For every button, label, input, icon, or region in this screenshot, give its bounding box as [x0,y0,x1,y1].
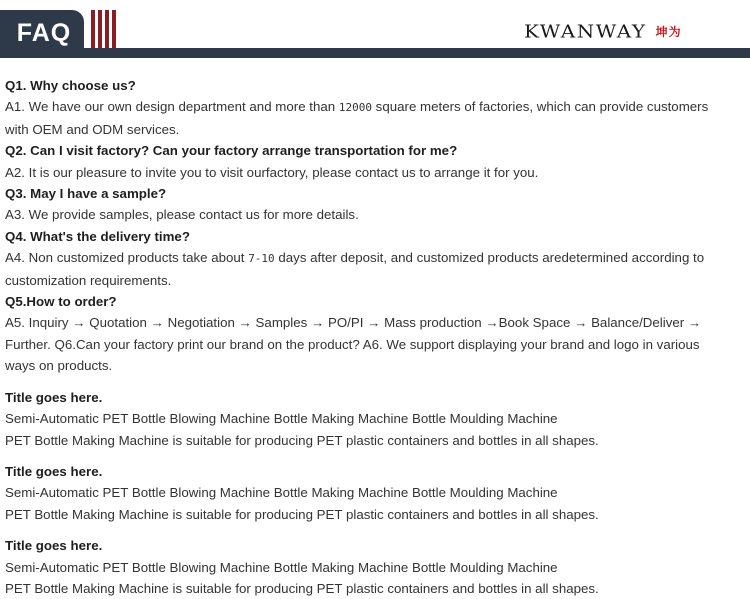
question-3: Q3. May I have a sample? [5,186,167,202]
answer-1-line-1 [5,96,747,118]
answer-1-line-2: with OEM and ODM services. [5,121,180,137]
answer-4-line-1 [5,247,747,269]
answer-2: A2. It is our pleasure to invite you to visit ourfactory, please contact us to arrange it for you. [5,164,539,180]
item-3-title: Title goes here. [5,538,103,554]
answer-4-text-b: days after deposit, and customized products aredetermined according to [274,250,705,266]
brand-name: KWANWAY [524,20,647,42]
answer-5-line-1: A5. Inquiry → Quotation → Negotiation → Samples → PO/PI → Mass production →Book Space → Balance/Deliver → [5,315,702,331]
item-1-title: Title goes here. [5,389,103,405]
item-2-title: Title goes here. [5,463,103,479]
answer-1-number: 12000 [338,101,372,115]
faq-content [5,75,747,599]
faq-tab-label: FAQ [16,18,72,47]
brand-logo [524,19,682,43]
answer-5-line-3: ways on products. [5,358,113,374]
item-1-line-1: Semi-Automatic PET Bottle Blowing Machine Bottle Making Machine Bottle Moulding Machine [5,411,558,427]
item-1-line-2: PET Bottle Making Machine is suitable for producing PET plastic containers and bottles in all shapes. [5,432,599,448]
item-3-line-1: Semi-Automatic PET Bottle Blowing Machine Bottle Making Machine Bottle Moulding Machine [5,559,558,575]
answer-4-text-a: A4. Non customized products take about [5,250,249,266]
answer-4-line-2: customization requirements. [5,272,172,288]
faq-header [0,0,750,58]
question-2: Q2. Can I visit factory? Can your factory arrange transportation for me? [5,143,458,159]
item-2-line-1: Semi-Automatic PET Bottle Blowing Machine Bottle Making Machine Bottle Moulding Machine [5,485,558,501]
question-4: Q4. What's the delivery time? [5,228,190,244]
answer-4-number: 7-10 [248,252,275,266]
header-bar [0,48,750,58]
question-5: Q5.How to order? [5,294,117,310]
item-2-line-2: PET Bottle Making Machine is suitable for producing PET plastic containers and bottles in all shapes. [5,506,599,522]
brand-cn: 坤为 [655,24,682,39]
answer-3: A3. We provide samples, please contact us for more details. [5,207,359,223]
answer-1-text-b: square meters of factories, which can provide customers [371,99,709,115]
answer-1-text-a: A1. We have our own design department and more than [5,99,339,115]
question-1: Q1. Why choose us? [5,78,136,93]
answer-5-line-2: Further. Q6.Can your factory print our brand on the product? A6. We support displaying your brand and logo in various [5,336,700,352]
item-3-line-2: PET Bottle Making Machine is suitable for producing PET plastic containers and bottles in all shapes. [5,580,599,596]
decorative-stripes-icon [91,10,121,48]
